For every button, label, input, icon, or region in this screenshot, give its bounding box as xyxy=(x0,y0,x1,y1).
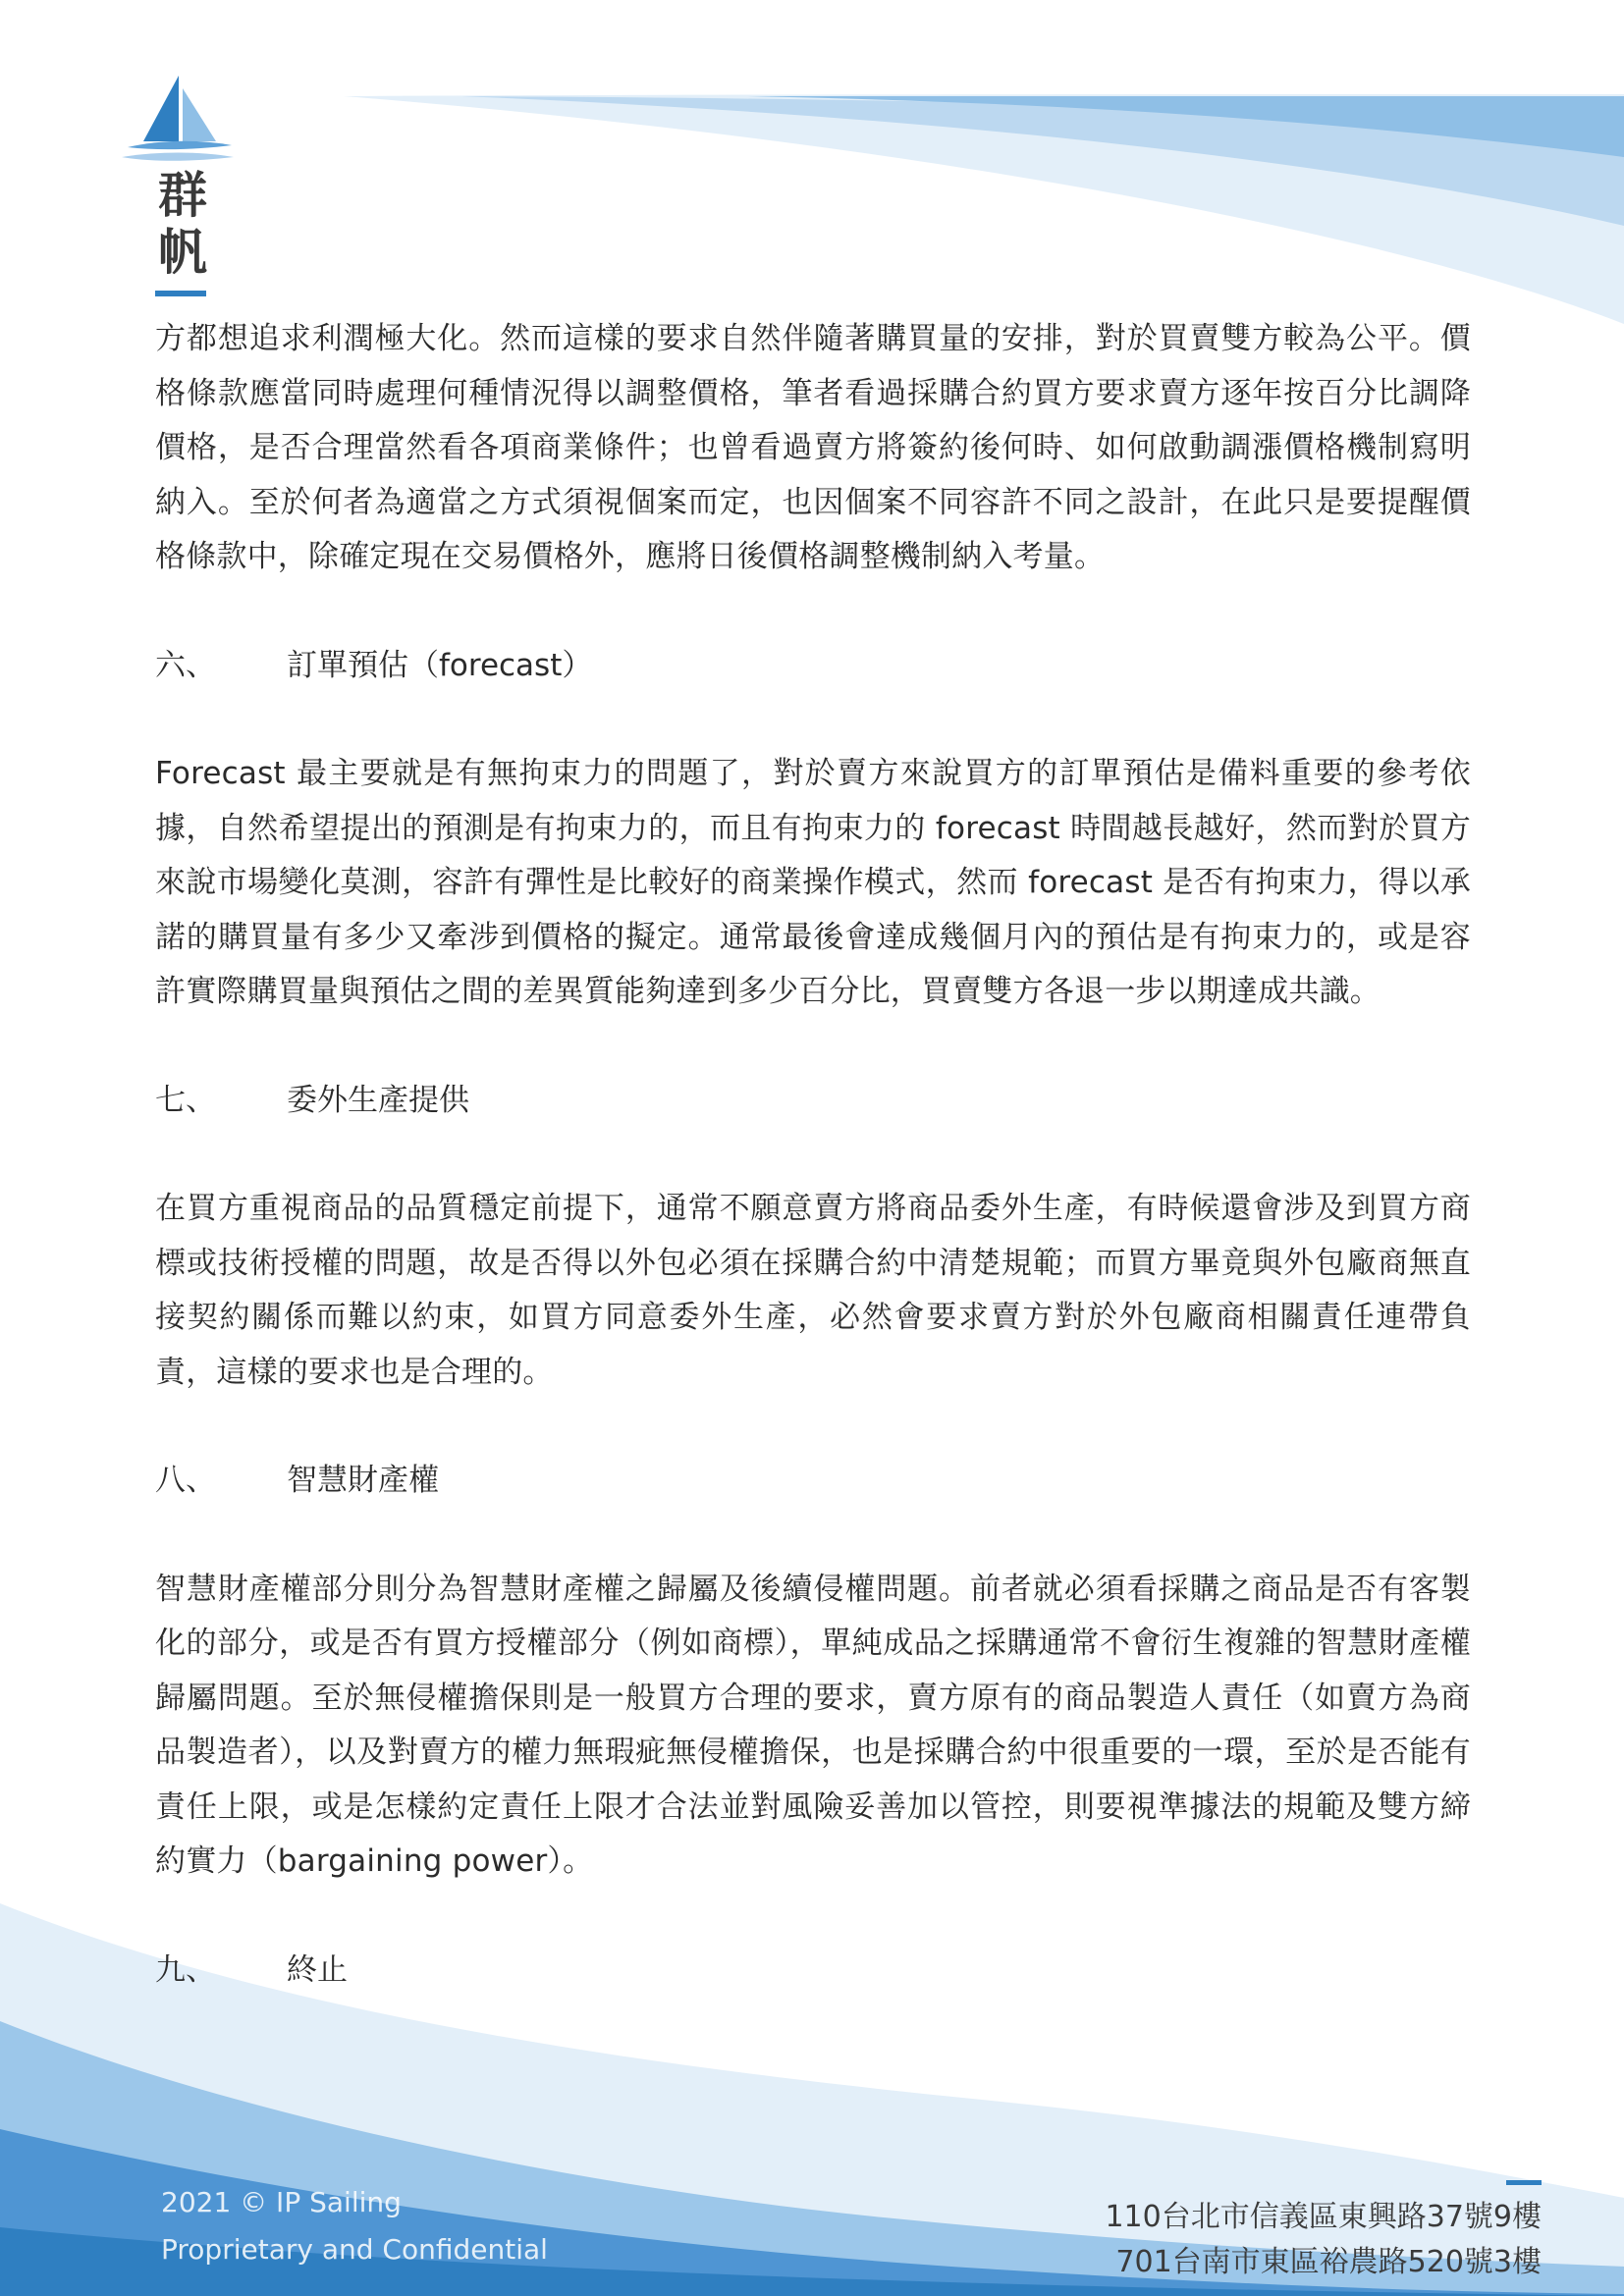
footer-copyright-block xyxy=(161,2179,548,2273)
footer-address-block xyxy=(1105,2195,1542,2285)
brand-name xyxy=(153,167,212,281)
section-number: 八、 xyxy=(155,1463,216,1498)
section-heading-9 xyxy=(155,1944,1471,1999)
brand-name-line1: 群 xyxy=(158,167,207,224)
document-body xyxy=(155,312,1471,1998)
footer-copyright: 2021 © IP Sailing xyxy=(161,2186,402,2218)
section-heading-6 xyxy=(155,639,1471,694)
brand-name-line2: 帆 xyxy=(158,224,207,281)
section-number: 六、 xyxy=(155,647,216,683)
paragraph-pricing: 方都想追求利潤極大化。然而這樣的要求自然伴隨著購買量的安排，對於買賣雙方較為公平。價格條款應當同時處理何種情況得以調整價格，筆者看過採購合約買方要求賣方逐年按百分比調降價格，是否合理當然看各項商業條件；也曾看過賣方將簽約後何時、如何啟動調漲價格機制寫明納入。至於何者為適當之方式須視個案而定，也因個案不同容許不同之設計，在此只是要提醒價格條款中，除確定現在交易價格外，應將日後價格調整機制納入考量。 xyxy=(155,321,1471,574)
section-title: 智慧財產權 xyxy=(287,1463,439,1498)
paragraph-intellectual-property: 智慧財產權部分則分為智慧財產權之歸屬及後續侵權問題。前者就必須看採購之商品是否有客製化的部分，或是否有買方授權部分（例如商標），單純成品之採購通常不會衍生複雜的智慧財產權歸屬問題。至於無侵權擔保則是一般買方合理的要求，賣方原有的商品製造人責任（如賣方為商品製造者），以及對賣方的權力無瑕疵無侵權擔保，也是採購合約中很重要的一環，至於是否能有責任上限，或是怎樣約定責任上限才合法並對風險妥善加以管控，則要視準據法的規範及雙方締約實力（bargaining power）。 xyxy=(155,1571,1471,1879)
footer-address-taipei: 110台北市信義區東興路37號9樓 xyxy=(1105,2200,1542,2234)
section-heading-8 xyxy=(155,1454,1471,1509)
section-number: 七、 xyxy=(155,1082,216,1118)
section-title: 終止 xyxy=(287,1951,348,1988)
brand-underline xyxy=(155,291,206,296)
sailboat-logo-icon xyxy=(122,71,240,164)
footer-address-tainan: 701台南市東區裕農路520號3樓 xyxy=(1115,2245,1542,2279)
paragraph-outsourcing: 在買方重視商品的品質穩定前提下，通常不願意賣方將商品委外生產，有時候還會涉及到買方商標或技術授權的問題，故是否得以外包必須在採購合約中清楚規範；而買方畢竟與外包廠商無直接契約關係而難以約束，如買方同意委外生產，必然會要求賣方對於外包廠商相關責任連帶負責，這樣的要求也是合理的。 xyxy=(155,1191,1471,1390)
paragraph-forecast: Forecast 最主要就是有無拘束力的問題了，對於賣方來說買方的訂單預估是備料重要的參考依據，自然希望提出的預測是有拘束力的，而且有拘束力的 forecast 時間越長越好，然而對於買方來說市場變化莫測，容許有彈性是比較好的商業操作模式，然而 forecast 是否有拘束力，得以承諾的購買量有多少又牽涉到價格的擬定。通常最後會達成幾個月內的預估是有拘束力的，或是容許實際購買量與預估之間的差異質能夠達到多少百分比，買賣雙方各退一步以期達成共識。 xyxy=(155,756,1471,1009)
section-title: 委外生產提供 xyxy=(287,1082,469,1118)
footer-confidential: Proprietary and Confidential xyxy=(161,2233,548,2266)
section-heading-7 xyxy=(155,1074,1471,1129)
section-number: 九、 xyxy=(155,1951,216,1988)
footer-accent-rule xyxy=(1506,2180,1542,2185)
logo xyxy=(122,71,240,164)
section-title: 訂單預估（forecast） xyxy=(287,647,593,683)
